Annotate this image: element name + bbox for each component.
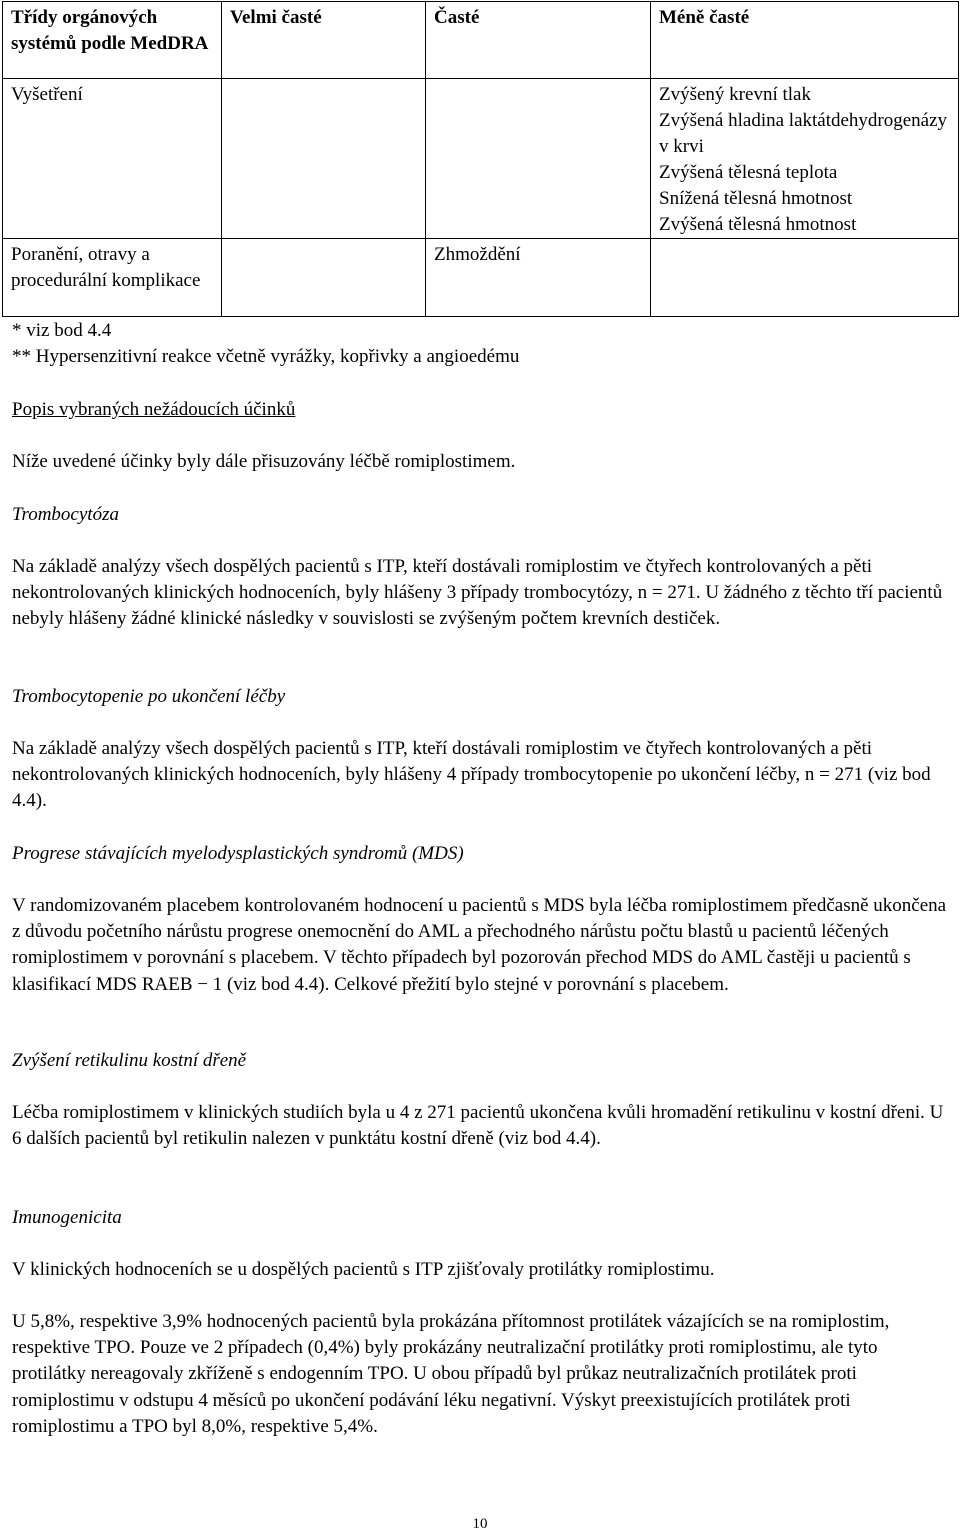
page-number: 10 <box>472 1516 488 1532</box>
section-title: Popis vybraných nežádoucích účinků <box>12 399 296 420</box>
heading-mds: Progrese stávajících myelodysplastických syndromů (MDS) <box>12 843 464 864</box>
cell-soc: Vyšetření <box>3 79 222 239</box>
cell-soc: Poranění, otravy a procedurální komplikace <box>3 239 222 317</box>
cell-uncommon <box>651 79 959 239</box>
uncommon-item: Zvýšená tělesná teplota <box>659 162 838 183</box>
paragraph-trombocytoza: Na základě analýzy všech dospělých pacientů s ITP, kteří dostávali romiplostim ve čtyřech kontrolovaných a pěti nekontrolovaných klinických hodnoceních, byly hlášeny 3 případy trombocytózy, n = 271. U žádného z těchto tří pacientů nebyly hlášeny žádné klinické následky v souvislosti se zvýšeným počtem krevních destiček. <box>12 556 943 630</box>
heading-trombocytoza: Trombocytóza <box>12 504 119 525</box>
paragraph-imunogenicita-1: V klinických hodnoceních se u dospělých pacientů s ITP zjišťovaly protilátky romiplostimu. <box>12 1259 715 1280</box>
heading-trombocytopenie: Trombocytopenie po ukončení léčby <box>12 686 286 707</box>
header-soc: Třídy orgánových systémů podle MedDRA <box>3 2 222 79</box>
cell-very-common <box>222 79 426 239</box>
cell-common <box>426 79 651 239</box>
uncommon-item: Zvýšený krevní tlak <box>659 84 811 105</box>
paragraph-imunogenicita-2: U 5,8%, respektive 3,9% hodnocených pacientů byla prokázána přítomnost protilátek vázajících se na romiplostim, respektive TPO. Pouze ve 2 případech (0,4%) byly prokázány neutralizační protilátky proti romiplostimu, ale tyto protilátky nereagovaly zkříženě s endogenním TPO. U obou případů byl průkaz neutralizačních protilátek proti romiplostimu v odstupu 4 měsíců po ukončení podávání léku negativní. Výskyt preexistujících protilátek proti romiplostimu a TPO byl 8,0%, respektive 5,4%. <box>12 1311 890 1437</box>
cell-uncommon <box>651 239 959 317</box>
paragraph-retikulin: Léčba romiplostimem v klinických studiích byla u 4 z 271 pacientů ukončena kvůli hromadění retikulinu v kostní dřeni. U 6 dalších pacientů byl retikulin nalezen v punktátu kostní dřeně (viz bod 4.4). <box>12 1102 944 1150</box>
uncommon-item: Zvýšená hladina laktátdehydrogenázy v krvi <box>659 110 948 157</box>
heading-imunogenicita: Imunogenicita <box>12 1207 122 1228</box>
cell-common: Zhmoždění <box>426 239 651 317</box>
paragraph-mds: V randomizovaném placebem kontrolovaném hodnocení u pacientů s MDS byla léčba romiplostimem předčasně ukončena z důvodu početního nárůstu progrese onemocnění do AML a přechodného nárůstu počtu blastů u pacientů léčených romiplostimem v porovnání s placebem. V těchto případech byl pozorován přechod MDS do AML častěji u pacientů s klasifikací MDS RAEB − 1 (viz bod 4.4). Celkové přežití bylo stejné v porovnání s placebem. <box>12 895 947 995</box>
intro-text: Níže uvedené účinky byly dále přisuzovány léčbě romiplostimem. <box>12 451 516 472</box>
frequency-table <box>2 1 959 317</box>
footnote-2: ** Hypersenzitivní reakce včetně vyrážky, kopřivky a angioedému <box>12 346 520 367</box>
table-row <box>3 79 959 239</box>
cell-very-common <box>222 239 426 317</box>
footnote-1: * viz bod 4.4 <box>12 320 112 341</box>
paragraph-trombocytopenie: Na základě analýzy všech dospělých pacientů s ITP, kteří dostávali romiplostim ve čtyřech kontrolovaných a pěti nekontrolovaných klinických hodnoceních, byly hlášeny 4 případy trombocytopenie po ukončení léčby, n = 271 (viz bod 4.4). <box>12 738 931 812</box>
header-very-common: Velmi časté <box>222 2 426 79</box>
uncommon-item: Snížená tělesná hmotnost <box>659 188 853 209</box>
uncommon-item: Zvýšená tělesná hmotnost <box>659 214 857 235</box>
header-common: Časté <box>426 2 651 79</box>
header-uncommon: Méně časté <box>651 2 959 79</box>
heading-retikulin: Zvýšení retikulinu kostní dřeně <box>12 1050 247 1071</box>
table-row <box>3 239 959 317</box>
